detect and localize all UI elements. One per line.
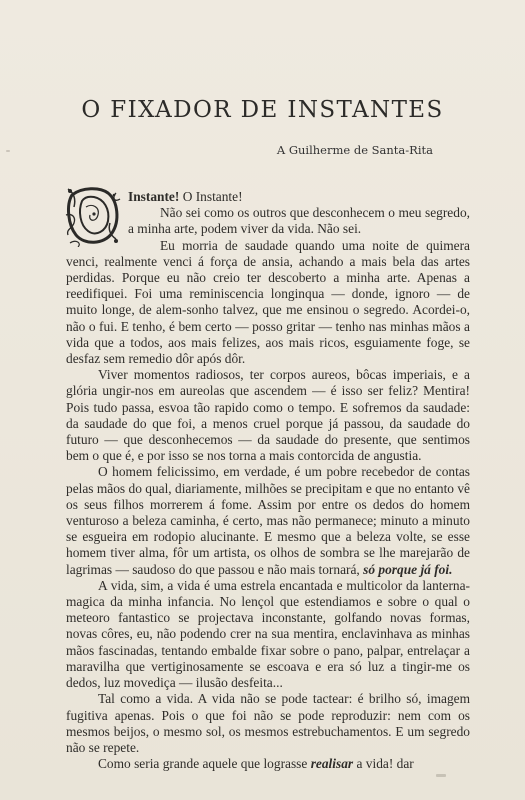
paragraph-5: A vida, sim, a vida é uma estrela encantada e multicolor da lanterna-magica da minha infancia. No lençol que estendiamos e sobre o qual o meteoro fantastico se projectava inconstante, golfando novas formas, novas côres, eu, não podendo crer na sua mentira, enclavinhava as minhas mãos fascinadas, tentando embalde fixar sobre o pano, palpar, entrelaçar a maravilha que vertiginosamente se escoava e era só luz a tingir-me os dedos, luz movediça — ilusão desfeita... (66, 577, 470, 691)
scan-speck (436, 774, 446, 777)
paragraph-7 (66, 756, 470, 772)
page-title: O FIXADOR DE INSTANTES (81, 97, 444, 123)
ornamental-dropcap-icon (64, 185, 122, 247)
opening-exclamation: Instante! (128, 189, 180, 204)
dedication: A Guilherme de Santa-Rita (276, 143, 433, 157)
text-body (66, 189, 470, 772)
paragraph-7-text: Como seria grande aquele que lograsse (98, 756, 308, 772)
paragraph-4-emphasis: só porque já foi. (363, 561, 453, 577)
opening-rest: O Instante! (179, 189, 243, 204)
scan-speck (6, 150, 10, 152)
paragraph-2: Eu morria de saudade quando uma noite de quimera venci, realmente venci á força de ansia, achando a mais bela das artes perdidas. Porque eu não creio ter descoberto a minha arte. Apenas a reedifiquei. Foi uma reminiscencia longinqua — donde, ignoro — de muito longe, de alem-sonho talvez, que me ensinou o segredo. Acordei-o, não o fui. E tenho, é bem certo — posso gritar — tenho nas minhas mãos a vida que a todos, aos mais felizes, aos mais ricos, esguiamente foge, se desfaz sem remedio dôr após dôr. (66, 237, 470, 367)
paragraph-0 (66, 189, 470, 205)
opening-paragraph (66, 189, 470, 238)
paragraph-7-tail: a vida! dar (356, 756, 414, 772)
paragraph-6: Tal como a vida. A vida não se pode tactear: é brilho só, imagem fugitiva apenas. Pois o que foi não se pode reproduzir: nem com os mesmos beijos, o mesmo sol, os mesmos estrebuchamentos. E um segredo não se repete. (66, 691, 470, 755)
paragraph-4 (66, 464, 470, 577)
paragraph-4-text: O homem felicissimo, em verdade, é um pobre recebedor de contas pelas mãos do qual, diariamente, milhões se precipitam e que no entanto vê os seus filhos morrerem á fome. Assim por entre os dedos do homem venturoso a beleza caminha, é certo, mas não permanece; minuto a minuto se esgueira em rodopio alucinante. E mesmo que a beleza volte, se esse homem tiver alma, fôr um artista, os olhos de sombra se lhe marejarão de lagrimas — saudoso do que passou e não mais tornará, (66, 464, 470, 577)
paragraph-1: Não sei como os outros que desconhecem o meu segredo, a minha arte, podem viver da vida. Não sei. (128, 205, 470, 237)
paragraph-7-emphasis: realisar (310, 756, 354, 772)
paragraph-3: Viver momentos radiosos, ter corpos aureos, bôcas imperiais, e a glória ungir-nos em aureolas que ascendem — é isso ser feliz? Mentira! Pois tudo passa, esvoa tão rapido como o tempo. E sofremos da saudade: da saudade do que foi, a menos cruel porque já passou, da saudade do futuro — que desconhecemos — da saudade do presente, que sentimos bem o que é, e por isso se nos torna a mais contorcida de angustia. (66, 367, 470, 464)
